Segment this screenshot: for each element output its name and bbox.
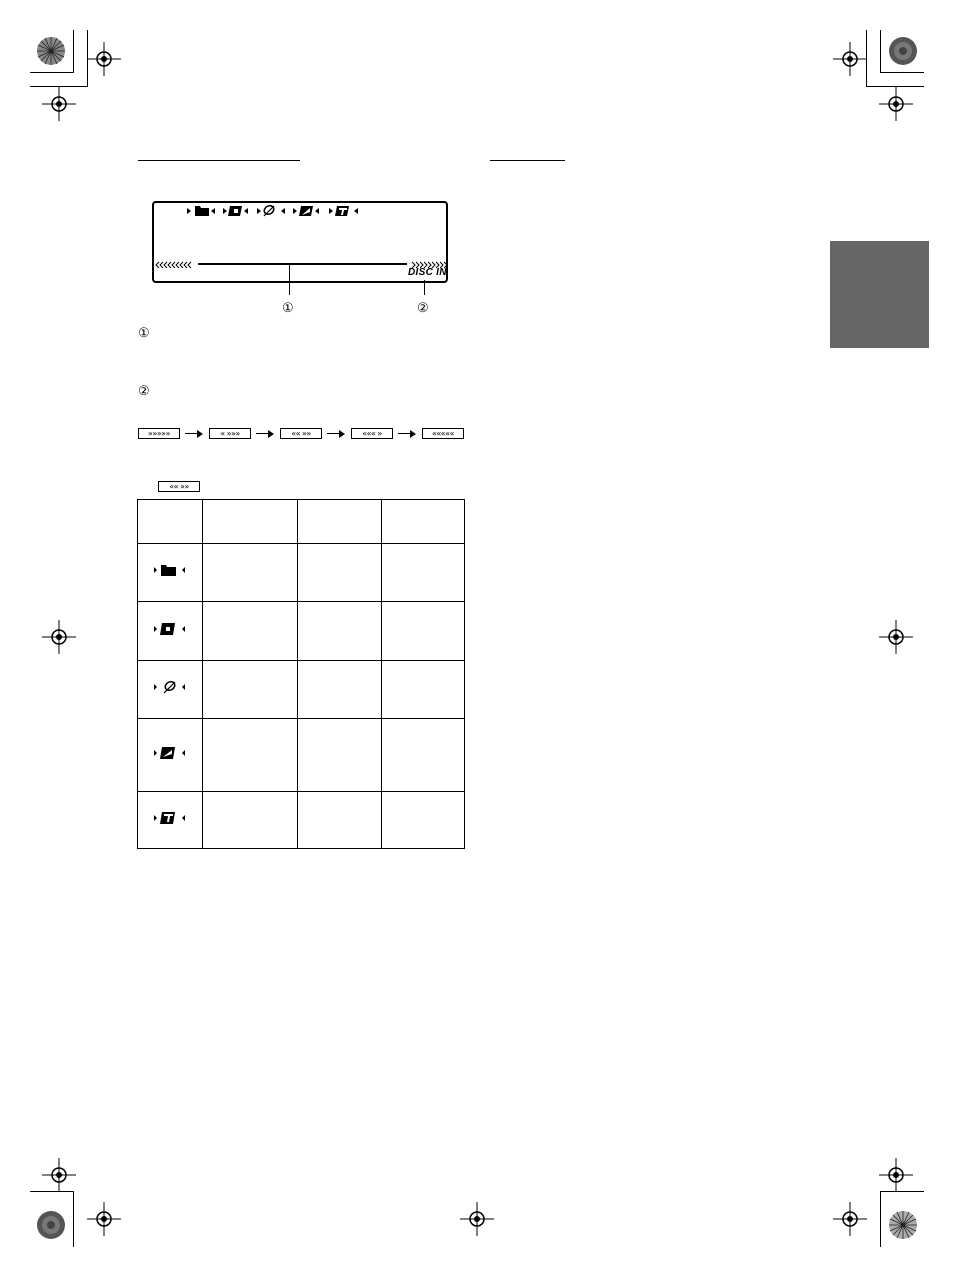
table-cell [203, 602, 298, 661]
registration-mark-icon [42, 1158, 76, 1192]
table-header-cell [382, 500, 465, 544]
table-row [138, 792, 465, 849]
color-bar-sunburst-icon [36, 36, 66, 66]
table-icon-cell [138, 792, 203, 849]
table-icon-cell [138, 544, 203, 602]
text-icon [153, 811, 187, 825]
section-heading-rule-right [490, 160, 565, 161]
table-cell [382, 661, 465, 719]
registration-mark-icon [879, 1158, 913, 1192]
note-1-marker: ① [138, 325, 150, 340]
sequence-step-1: »»»»» [138, 428, 180, 439]
leaf-icon [153, 680, 187, 694]
note-2-marker: ② [138, 383, 150, 398]
color-bar-sunburst-icon [888, 36, 918, 66]
lcd-level-bar [155, 259, 447, 271]
table-header-cell [203, 500, 298, 544]
section-heading-rule-left [138, 160, 300, 161]
table-row [138, 719, 465, 792]
sequence-step-2: « »»» [209, 428, 251, 439]
table-icon-cell [138, 661, 203, 719]
disc-in-indicator: DISC IN [408, 267, 447, 278]
color-bar-sunburst-icon [888, 1210, 918, 1240]
table-icon-cell [138, 602, 203, 661]
sequence-arrow-1 [185, 433, 201, 434]
crop-mark-tr-h [880, 72, 924, 73]
table-icon-cell [138, 719, 203, 792]
registration-mark-icon [460, 1202, 494, 1236]
crop-mark-tl-v [73, 30, 74, 73]
callout-2-label: ② [417, 300, 429, 315]
table-header-row [138, 500, 465, 544]
callout-2-leader [424, 280, 425, 295]
table-row [138, 544, 465, 602]
table-row [138, 661, 465, 719]
table-cell [203, 792, 298, 849]
table-cell [382, 544, 465, 602]
table-header-cell [138, 500, 203, 544]
section-tab [830, 241, 929, 348]
current-state-box: «« »» [158, 481, 200, 492]
registration-mark-icon [87, 1202, 121, 1236]
registration-mark-icon [879, 87, 913, 121]
note-icon [153, 622, 187, 636]
registration-mark-icon [42, 620, 76, 654]
sequence-arrow-3 [327, 433, 343, 434]
table-cell [298, 544, 382, 602]
table-cell [382, 792, 465, 849]
registration-mark-icon [879, 620, 913, 654]
table-cell [382, 602, 465, 661]
table-header-cell [298, 500, 382, 544]
table-cell [203, 719, 298, 792]
callout-1-leader [289, 264, 290, 295]
table-cell [298, 719, 382, 792]
crop-mark-br-v [880, 1191, 881, 1247]
registration-mark-icon [833, 1202, 867, 1236]
sequence-step-3: «« »» [280, 428, 322, 439]
table-cell [203, 544, 298, 602]
picture-icon [153, 746, 187, 760]
crop-mark-bl-v [73, 1191, 74, 1247]
registration-mark-icon [833, 42, 867, 76]
table-row [138, 602, 465, 661]
sequence-step-4: ««« » [351, 428, 393, 439]
table-cell [298, 602, 382, 661]
table-cell [203, 661, 298, 719]
lcd-mode-indicators [184, 203, 364, 219]
crop-mark-tr-v [880, 30, 881, 73]
callout-1-label: ① [282, 300, 294, 315]
sequence-arrow-4 [398, 433, 414, 434]
table-cell [298, 661, 382, 719]
color-bar-sunburst-icon [36, 1210, 66, 1240]
table-cell [298, 792, 382, 849]
folder-icon [153, 563, 187, 577]
crop-mark-tl-h [30, 72, 74, 73]
mode-table [137, 499, 465, 849]
table-cell [382, 719, 465, 792]
sequence-step-5: ««««« [422, 428, 464, 439]
registration-mark-icon [42, 87, 76, 121]
sequence-arrow-2 [256, 433, 272, 434]
registration-mark-icon [87, 42, 121, 76]
